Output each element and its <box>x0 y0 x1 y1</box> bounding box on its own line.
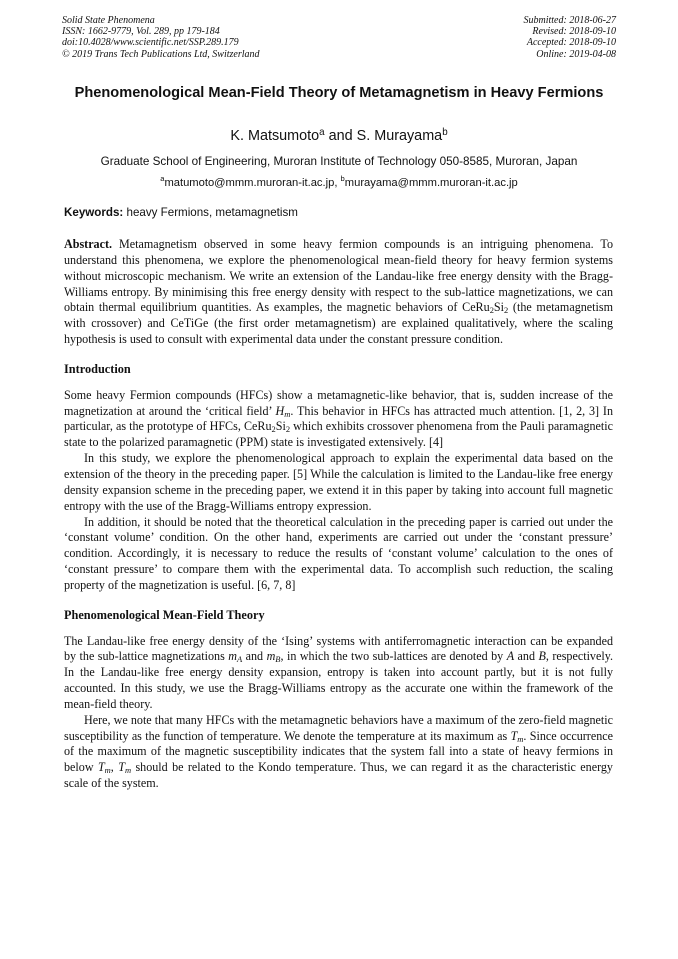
math-b: B <box>538 649 546 664</box>
text-run: which exhibits crossover phenomena from the Pauli paramagnetic state to the polarized paramagnetic (PPM) state is investigated extensively. [4] <box>64 419 613 450</box>
keywords-text: heavy Fermions, metamagnetism <box>123 206 298 219</box>
math-base: T <box>97 760 105 775</box>
math-tm <box>511 729 524 743</box>
abstract-text-1: Metamagnetism observed in some heavy fermion compounds is an intriguing phenomena. To understand this phenomena, we explore the phenomenological mean-field theory for heavy fermion systems without microscopic mechanism. We write an extension of the Landau-like free energy density with the Bragg-Williams entropy. By minimising this free energy density with respect to the sub-lattice magnetizations, we can obtain thermal equilibrium quantities. As examples, the magnetic behaviors of <box>64 237 613 315</box>
text-run: , <box>110 760 119 775</box>
math-base: m <box>266 649 276 664</box>
abstract-label: Abstract. <box>64 237 113 251</box>
text-run: , in which the two sub-lattices are denoted by <box>280 649 507 664</box>
compound-subscript: 2 <box>271 424 276 435</box>
math-tm <box>118 760 131 774</box>
intro-paragraph-3: In addition, it should be noted that the theoretical calculation in the preceding paper is carried out under the ‘constant volume’ condition. On the other hand, experiments are carried out under the ‘constant pressure’ condition. Accordingly, it is necessary to reduce the results of ‘constant volume’ calculation to the ones of ‘constant pressure’ to compare them with the experimental data. To accomplish such reduction, the scaling property of the magnetization is useful. [6, 7, 8] <box>64 514 613 592</box>
math-subscript: m <box>284 408 291 419</box>
math-mb <box>267 649 281 663</box>
doi-line: doi:10.4028/www.scientific.net/SSP.289.179 <box>62 37 239 49</box>
intro-paragraph-1 <box>64 388 613 451</box>
keywords-label: Keywords: <box>64 206 124 219</box>
text-run: Here, we note that many HFCs with the metamagnetic behaviors have a maximum of the zero-field magnetic susceptibility as the function of temperature. We denote the temperature at its maximum as <box>64 712 613 743</box>
theory-paragraph-1 <box>64 634 613 713</box>
compound-subscript: 2 <box>285 424 291 435</box>
text-run: The Landau-like free energy density of the ‘Ising’ systems with antiferromagnetic interaction can be expanded by the sub-lattice magnetizations <box>64 633 613 664</box>
revised-date: Revised: 2018-09-10 <box>532 26 616 38</box>
paper-body <box>64 237 613 792</box>
text-run: and <box>242 649 267 664</box>
text-run: . This behavior in HFCs has attracted much attention. [1, 2, 3] In particular, as the prototype of HFCs, <box>64 403 614 434</box>
copyright-line: © 2019 Trans Tech Publications Ltd, Switzerland <box>62 48 260 60</box>
journal-name: Solid State Phenomena <box>62 15 155 26</box>
math-subscript: B <box>275 654 281 665</box>
text-run: should be related to the Kondo temperature. Thus, we can regard it as the characteristic energy scale of the system. <box>64 760 613 791</box>
spacer <box>64 624 613 634</box>
author-1: K. Matsumoto <box>230 128 320 144</box>
email-a-mark: a <box>160 174 165 183</box>
math-subscript: A <box>237 654 243 665</box>
accepted-date: Accepted: 2018-09-10 <box>526 37 616 49</box>
compound-part: Si <box>493 300 505 315</box>
math-subscript: m <box>124 765 132 776</box>
compound-subscript: 2 <box>504 305 509 316</box>
affiliation: Graduate School of Engineering, Muroran Institute of Technology 050-8585, Muroran, Japan <box>100 155 578 168</box>
math-subscript: m <box>517 733 524 744</box>
issn-line: ISSN: 1662-9779, Vol. 289, pp 179-184 <box>62 26 220 38</box>
header-left <box>62 15 260 60</box>
abstract-text-2: (the metamagnetism with crossover) and CeTiGe (the first order metamagnetism) are explained qualitatively, where the scaling hypothesis is used to consult with experimental data under the constant pressure condition. <box>64 300 613 347</box>
keywords <box>64 205 614 220</box>
submitted-date: Submitted: 2018-06-27 <box>523 15 616 26</box>
email-a: matumoto@mmm.muroran-it.ac.jp, <box>164 177 341 189</box>
email-line <box>40 176 638 190</box>
intro-paragraph-2: In this study, we explore the phenomenological approach to explain the experimental data based on the extension of the theory in the preceding paper. [5] While the calculation is limited to the Landau-like free energy density expansion scheme in the preceding paper, we extend it in this paper by taking into account full magnetic entropy with the use of the Bragg-Williams entropy expression. <box>64 451 613 513</box>
math-base: T <box>510 728 518 743</box>
theory-paragraph-2 <box>64 713 613 792</box>
text-run: , respectively. In the Landau-like free energy density expansion, entropy is taken into account partly, but it is not fully accounted. In this study, we use the Bragg-Williams entropy as the accurate one within the framework of the mean-field theory. <box>64 649 613 711</box>
text-run: and <box>514 649 539 664</box>
online-date: Online: 2019-04-08 <box>536 48 616 60</box>
math-hm <box>276 404 291 418</box>
spacer <box>64 378 613 388</box>
text-run: . Since occurrence of the maximum of the magnetic susceptibility indicates that the system fall into a state of heavy fermions in below <box>64 728 613 775</box>
spacer <box>64 594 613 608</box>
compound-ceru2si2 <box>462 300 508 314</box>
math-ma <box>228 649 242 663</box>
author-2: S. Murayama <box>356 128 443 144</box>
header-right <box>524 15 617 60</box>
author-conjunction: and <box>324 128 357 144</box>
math-tm <box>98 760 111 774</box>
math-a: A <box>506 649 515 664</box>
paper-title: Phenomenological Mean-Field Theory of Metamagnetism in Heavy Fermions <box>74 85 604 101</box>
compound-part: CeRu <box>462 300 490 315</box>
compound-subscript: 2 <box>489 305 494 316</box>
author-2-affil-mark: b <box>442 127 448 138</box>
author-1-affil-mark: a <box>319 127 325 138</box>
text-run: Some heavy Fermion compounds (HFCs) show a metamagnetic-like behavior, that is, sudden increase of the magnetization at around the ‘critical field’ <box>64 387 613 418</box>
math-base: H <box>275 403 285 418</box>
abstract <box>64 237 613 348</box>
email-b-mark: b <box>340 174 345 183</box>
section-heading-introduction: Introduction <box>64 361 131 376</box>
compound-ceru2si2 <box>244 419 290 433</box>
math-subscript: m <box>104 765 111 776</box>
section-heading-theory: Phenomenological Mean-Field Theory <box>64 607 265 622</box>
author-line <box>60 127 618 145</box>
compound-part: CeRu <box>243 419 272 434</box>
email-b: murayama@mmm.muroran-it.ac.jp <box>344 177 518 189</box>
journal-header <box>62 15 616 60</box>
compound-part: Si <box>275 419 286 434</box>
math-base: T <box>118 760 125 775</box>
math-base: m <box>228 649 237 664</box>
spacer <box>64 348 613 362</box>
